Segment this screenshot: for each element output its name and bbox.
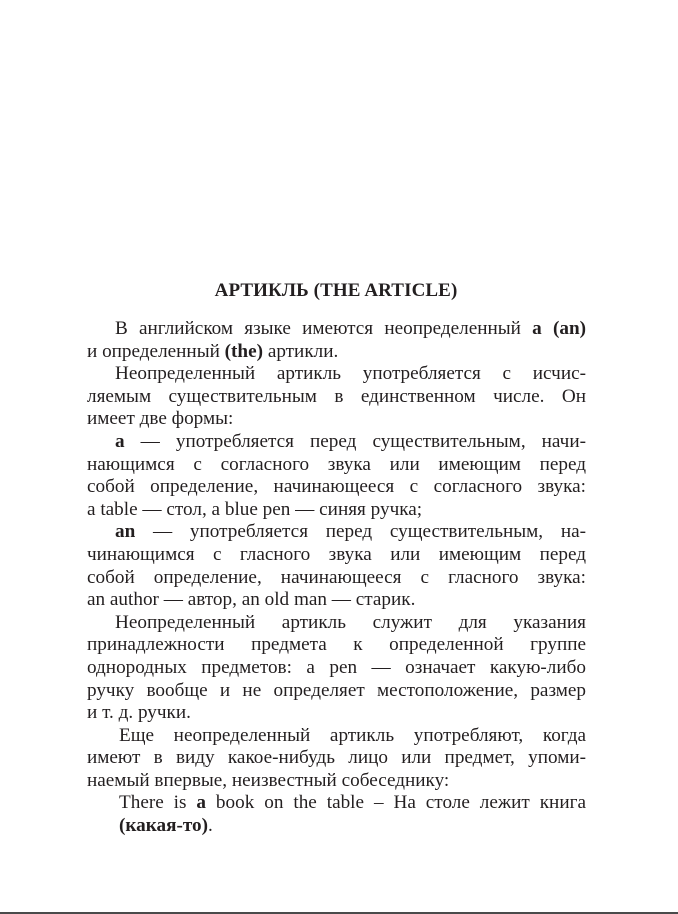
text-line: a table — стол, a blue pen — синяя ручка; xyxy=(87,498,423,520)
text-line: ляемым существительным в единственном числе. Он xyxy=(87,385,586,407)
text-run: В английском языке имеются неопределенный xyxy=(115,318,533,339)
text-line xyxy=(87,318,586,341)
example-line xyxy=(87,792,586,815)
text-line: собой определение, начинающееся с гласного звука: xyxy=(87,566,586,588)
section-title: АРТИКЛЬ (THE ARTICLE) xyxy=(214,280,458,301)
text-line: однородных предметов: a pen — означает какую-либо xyxy=(87,656,586,678)
article-body xyxy=(87,318,586,838)
bold-term: (какая-то) xyxy=(119,815,209,837)
text-run: и определенный xyxy=(87,340,225,362)
bold-term: an xyxy=(115,521,136,543)
text-line: чинающимся с гласного звука или имеющим перед xyxy=(87,543,586,565)
text-line: имеют в виду какое-нибудь лицо или предмет, упоми- xyxy=(87,747,586,769)
text-line: и т. д. ручки. xyxy=(87,702,191,724)
bold-term: a (an) xyxy=(532,318,586,339)
text-run: There is xyxy=(119,792,197,814)
text-run: . xyxy=(208,815,213,837)
text-line: Неопределенный артикль употребляется с исчис- xyxy=(115,363,586,385)
text-line: имеет две формы: xyxy=(87,408,234,430)
text-line xyxy=(87,521,586,544)
text-line: Неопределенный артикль служит для указания xyxy=(115,611,586,633)
text-line: собой определение, начинающееся с согласного звука: xyxy=(87,476,586,498)
example-line xyxy=(87,815,586,838)
text-line: Еще неопределенный артикль употребляют, когда xyxy=(119,724,586,746)
text-run: — употребляется перед существительным, на- xyxy=(135,521,586,543)
bold-term: a xyxy=(196,792,206,814)
bold-term: a xyxy=(115,430,125,452)
text-run: book on the table – На столе лежит книга xyxy=(206,792,586,814)
text-line xyxy=(87,341,586,364)
text-line: an author — автор, an old man — старик. xyxy=(87,589,416,611)
text-line: ручку вообще и не определяет местоположение, размер xyxy=(87,679,586,701)
text-line: наемый впервые, неизвестный собеседнику: xyxy=(87,769,450,791)
text-line: нающимся с согласного звука или имеющим перед xyxy=(87,453,586,475)
text-line xyxy=(87,431,586,454)
text-line: принадлежности предмета к определенной группе xyxy=(87,634,586,656)
text-run: — употребляется перед существительным, начи- xyxy=(124,430,586,452)
bold-term: (the) xyxy=(224,340,264,362)
text-run: артикли. xyxy=(263,340,339,362)
